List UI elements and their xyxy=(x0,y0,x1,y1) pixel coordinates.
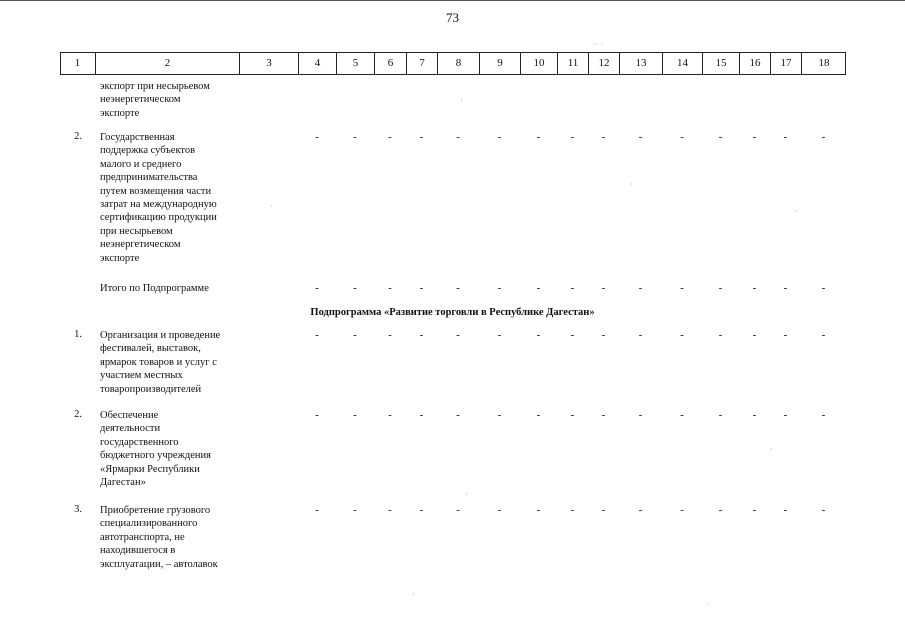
empty-value-dash: - xyxy=(821,131,826,143)
empty-value-dash: - xyxy=(315,504,319,516)
empty-value-dash: - xyxy=(638,504,643,516)
empty-value-dash: - xyxy=(456,329,460,341)
empty-value-dash: - xyxy=(783,329,788,341)
empty-value-dash: - xyxy=(680,282,684,294)
row-number: 2. xyxy=(74,131,82,142)
scan-speck: · xyxy=(770,445,773,454)
empty-value-dash: - xyxy=(783,409,788,421)
empty-value-dash: - xyxy=(821,282,826,294)
row-description: Обеспечение деятельности государственного бюджетного учреждения «Ярмарки Республики Дагестан» xyxy=(100,410,211,489)
header-cell-5: 5 xyxy=(336,53,374,74)
row-description: Итого по Подпрограмме xyxy=(100,283,209,294)
header-cell-14: 14 xyxy=(662,53,702,74)
empty-value-dash: - xyxy=(419,504,424,516)
header-cell-16: 16 xyxy=(739,53,770,74)
empty-value-dash: - xyxy=(718,409,723,421)
empty-value-dash: - xyxy=(821,409,826,421)
empty-value-dash: - xyxy=(536,409,541,421)
scan-speck: · xyxy=(630,180,633,189)
empty-value-dash: - xyxy=(315,131,319,143)
row-description: Организация и проведение фестивалей, выставок, ярмарок товаров и услуг с участием местных товаропроизводителей xyxy=(100,330,221,395)
empty-value-dash: - xyxy=(570,504,575,516)
scan-speck: · xyxy=(795,207,798,216)
header-cell-8: 8 xyxy=(437,53,479,74)
header-cell-7: 7 xyxy=(406,53,437,74)
empty-value-dash: - xyxy=(752,504,757,516)
empty-value-dash: - xyxy=(601,329,606,341)
page-number: 73 xyxy=(446,10,459,25)
empty-value-dash: - xyxy=(497,409,502,421)
scan-speck: · xyxy=(412,590,415,599)
empty-value-dash: - xyxy=(680,131,684,143)
header-cell-1: 1 xyxy=(74,57,81,69)
header-cell-10: 10 xyxy=(520,53,557,74)
empty-value-dash: - xyxy=(718,131,723,143)
empty-value-dash: - xyxy=(783,131,788,143)
empty-value-dash: - xyxy=(497,282,502,294)
empty-value-dash: - xyxy=(821,329,826,341)
empty-value-dash: - xyxy=(718,282,723,294)
empty-value-dash: - xyxy=(680,409,684,421)
empty-value-dash: - xyxy=(536,329,541,341)
empty-value-dash: - xyxy=(783,282,788,294)
empty-value-dash: - xyxy=(783,504,788,516)
empty-value-dash: - xyxy=(638,282,643,294)
empty-value-dash: - xyxy=(388,282,392,294)
empty-value-dash: - xyxy=(570,131,575,143)
empty-value-dash: - xyxy=(821,504,826,516)
empty-value-dash: - xyxy=(456,504,460,516)
empty-value-dash: - xyxy=(419,329,424,341)
empty-value-dash: - xyxy=(497,131,502,143)
row-description: Приобретение грузового специализированного автотранспорта, не находившегося в эксплуатации, – автолавок xyxy=(100,505,218,570)
empty-value-dash: - xyxy=(353,329,357,341)
row-description: экспорт при несырьевом неэнергетическом экспорте xyxy=(100,81,210,119)
row-description: Государственная поддержка субъектов малого и среднего предпринимательства путем возмещения части затрат на международную сертификацию продукции при несырьевом неэнергетическом экспорте xyxy=(100,132,217,264)
empty-value-dash: - xyxy=(718,504,723,516)
row-number: 2. xyxy=(74,409,82,420)
empty-value-dash: - xyxy=(601,504,606,516)
empty-value-dash: - xyxy=(752,409,757,421)
header-cell-6: 6 xyxy=(374,53,406,74)
empty-value-dash: - xyxy=(388,131,392,143)
empty-value-dash: - xyxy=(315,282,319,294)
header-cell-12: 12 xyxy=(588,53,619,74)
empty-value-dash: - xyxy=(601,131,606,143)
empty-value-dash: - xyxy=(570,409,575,421)
empty-value-dash: - xyxy=(536,504,541,516)
empty-value-dash: - xyxy=(353,282,357,294)
table-header xyxy=(60,52,846,75)
empty-value-dash: - xyxy=(638,329,643,341)
empty-value-dash: - xyxy=(419,409,424,421)
scan-speck: ·· · xyxy=(593,40,603,49)
empty-value-dash: - xyxy=(752,131,757,143)
scan-speck: · xyxy=(465,490,468,499)
empty-value-dash: - xyxy=(456,282,460,294)
header-cell-11: 11 xyxy=(557,53,588,74)
scan-speck: · xyxy=(707,600,710,609)
empty-value-dash: - xyxy=(680,504,684,516)
top-rule xyxy=(0,0,905,1)
header-cell-9: 9 xyxy=(479,53,520,74)
empty-value-dash: - xyxy=(315,329,319,341)
header-cell-4: 4 xyxy=(298,53,336,74)
empty-value-dash: - xyxy=(536,282,541,294)
empty-value-dash: - xyxy=(752,282,757,294)
row-number: 1. xyxy=(74,329,82,340)
empty-value-dash: - xyxy=(388,409,392,421)
empty-value-dash: - xyxy=(456,131,460,143)
header-cell-3: 3 xyxy=(239,53,298,74)
empty-value-dash: - xyxy=(419,282,424,294)
empty-value-dash: - xyxy=(570,329,575,341)
empty-value-dash: - xyxy=(353,409,357,421)
empty-value-dash: - xyxy=(456,409,460,421)
empty-value-dash: - xyxy=(353,504,357,516)
empty-value-dash: - xyxy=(638,131,643,143)
empty-value-dash: - xyxy=(601,409,606,421)
empty-value-dash: - xyxy=(601,282,606,294)
scan-speck: · xyxy=(460,96,463,105)
header-cell-13: 13 xyxy=(619,53,662,74)
header-cell-18: 18 xyxy=(801,53,846,74)
empty-value-dash: - xyxy=(315,409,319,421)
scan-speck: · xyxy=(270,202,273,211)
empty-value-dash: - xyxy=(718,329,723,341)
empty-value-dash: - xyxy=(353,131,357,143)
empty-value-dash: - xyxy=(570,282,575,294)
empty-value-dash: - xyxy=(388,329,392,341)
empty-value-dash: - xyxy=(497,504,502,516)
subprogram-title: Подпрограмма «Развитие торговли в Республике Дагестан» xyxy=(310,307,595,318)
header-cell-17: 17 xyxy=(770,53,801,74)
empty-value-dash: - xyxy=(638,409,643,421)
empty-value-dash: - xyxy=(536,131,541,143)
empty-value-dash: - xyxy=(680,329,684,341)
empty-value-dash: - xyxy=(752,329,757,341)
header-cell-15: 15 xyxy=(702,53,739,74)
row-number: 3. xyxy=(74,504,82,515)
empty-value-dash: - xyxy=(419,131,424,143)
empty-value-dash: - xyxy=(497,329,502,341)
header-cell-2: 2 xyxy=(95,53,239,74)
empty-value-dash: - xyxy=(388,504,392,516)
